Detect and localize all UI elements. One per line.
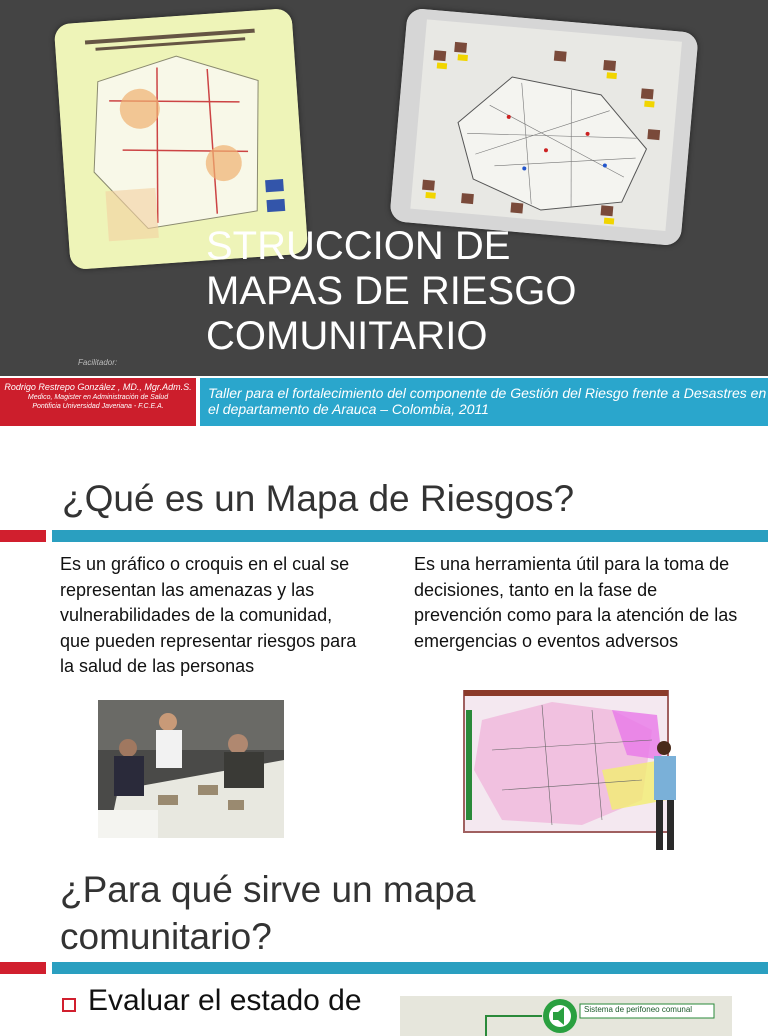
bullet-text: Evaluar el estado de — [88, 984, 362, 1017]
title-underline — [52, 962, 768, 974]
bullet-square-icon — [62, 998, 76, 1012]
diagram-label: Sistema de perifoneo comunal — [584, 1005, 693, 1014]
title-line-3: COMUNITARIO — [206, 314, 488, 358]
title-line-2: MAPAS DE RIESGO — [206, 269, 577, 313]
perifoneo-diagram — [400, 996, 732, 1036]
facilitator-title: Medico, Magister en Administración de Salud — [27, 394, 169, 401]
slide-title — [60, 866, 475, 960]
title-line-2: comunitario? — [60, 916, 272, 957]
slide-title — [206, 224, 766, 359]
workshop-banner: Taller para el fortalecimiento del componente de Gestión del Riesgo frente a Desastres en el departamento de Arauca – Colombia, 2011 — [200, 378, 768, 426]
risk-map-presentation-photo — [462, 690, 686, 860]
title-underline — [52, 530, 768, 542]
title-slide — [0, 0, 768, 376]
facilitator-label: Facilitador: — [78, 358, 118, 367]
usefulness-text: Es una herramienta útil para la toma de decisiones, tanto en la fase de prevención como para la atención de las emergencias o eventos adversos — [414, 554, 738, 651]
facilitator-university: Pontificia Universidad Javeriana - F.C.E.A. — [32, 403, 164, 410]
title-line-1: ¿Para qué sirve un mapa — [60, 869, 476, 910]
facilitator-box — [0, 378, 196, 426]
community-map-photo-right — [389, 8, 699, 247]
workshop-photo — [98, 700, 284, 838]
facilitator-name: Rodrigo Restrepo González , MD., Mgr.Adm.S. — [4, 382, 192, 392]
title-line-1: STRUCCION DE — [206, 224, 511, 268]
title-accent-red — [0, 962, 46, 974]
title-accent-red — [0, 530, 46, 542]
slide-title: ¿Qué es un Mapa de Riesgos? — [62, 478, 575, 519]
definition-text: Es un gráfico o croquis en el cual se representan las amenazas y las vulnerabilidades de la comunidad, que pueden representar riesgos para la salud de las personas — [60, 554, 357, 676]
